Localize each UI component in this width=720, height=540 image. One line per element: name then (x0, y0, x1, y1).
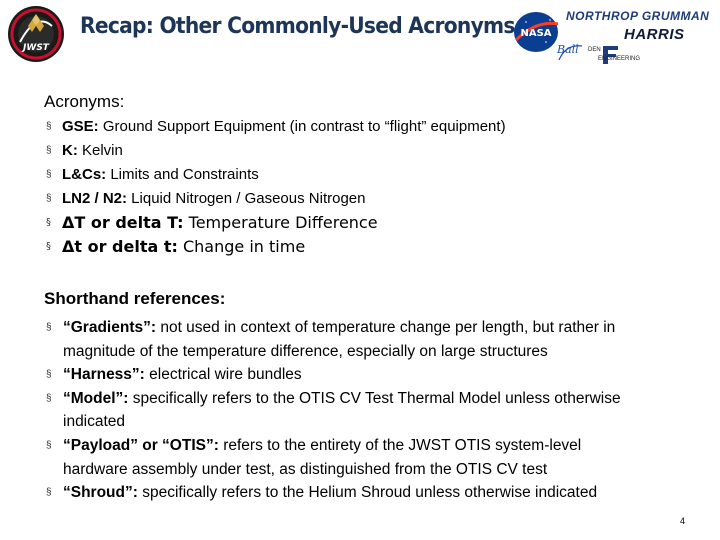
acronym-term: K: (62, 142, 78, 159)
list-item (46, 316, 646, 363)
bullet-icon: § (46, 193, 52, 204)
dep-logo (586, 42, 648, 66)
acronym-definition: Kelvin (77, 142, 123, 159)
acronym-term: LN2 / N2: (62, 190, 128, 207)
bullet-icon: § (46, 439, 52, 451)
list-item (46, 434, 646, 481)
shorthand-definition: specifically refers to the OTIS CV Test Thermal Model unless otherwise indicated (63, 389, 621, 431)
jwst-logo (6, 4, 66, 64)
shorthand-heading: Shorthand references: (44, 289, 226, 308)
shorthand-term: “Model”: (63, 389, 129, 407)
list-item (46, 115, 666, 139)
bullet-icon: § (46, 121, 52, 132)
slide-header (0, 0, 720, 80)
ball-logo: Ball (557, 43, 579, 56)
list-item (46, 139, 666, 163)
acronyms-list (46, 115, 666, 259)
bullet-icon: § (46, 322, 52, 333)
acronym-definition: Temperature Difference (183, 213, 378, 232)
bullet-icon: § (46, 392, 52, 404)
nasa-logo (512, 10, 560, 54)
shorthand-definition: not used in context of temperature change per length, but rather in magnitude of the temperature difference, especially on large structures (63, 319, 616, 360)
acronym-term: GSE: (62, 118, 99, 135)
harris-logo: HARRIS (624, 26, 685, 43)
shorthand-definition: refers to the entirety of the JWST OTIS system-level hardware assembly under test, as distinguished from the OTIS CV test (63, 436, 582, 478)
northrop-grumman-logo: NORTHROP GRUMMAN (566, 9, 710, 23)
bullet-icon: § (46, 145, 52, 156)
list-item (46, 163, 666, 187)
bullet-icon: § (46, 169, 52, 180)
list-item (46, 363, 646, 387)
shorthand-definition: specifically refers to the Helium Shroud unless otherwise indicated (137, 484, 598, 502)
list-item (46, 481, 646, 505)
acronym-definition: Ground Support Equipment (in contrast to “flight” equipment) (98, 118, 506, 135)
acronym-definition: Liquid Nitrogen / Gaseous Nitrogen (127, 190, 366, 207)
shorthand-term: “Harness”: (63, 366, 145, 384)
shorthand-definition: electrical wire bundles (144, 366, 302, 384)
shorthand-list (46, 316, 646, 505)
jwst-logo-text: JWST (23, 43, 49, 53)
list-item (46, 187, 666, 211)
list-item (46, 235, 666, 259)
dep-logo-text-1: DEN (588, 47, 601, 53)
page-title: Recap: Other Commonly-Used Acronyms (80, 14, 515, 39)
nasa-logo-text: NASA (520, 28, 552, 39)
list-item (46, 387, 646, 434)
list-item (46, 211, 666, 235)
page-number: 4 (680, 516, 686, 526)
bullet-icon: § (46, 369, 52, 381)
shorthand-term: “Shroud”: (63, 484, 138, 502)
acronyms-heading: Acronyms: (44, 92, 125, 111)
bullet-icon: § (46, 241, 51, 252)
acronym-term: L&Cs: (62, 166, 107, 183)
bullet-icon: § (46, 487, 52, 499)
acronym-definition: Limits and Constraints (106, 166, 259, 183)
shorthand-term: “Payload” or “OTIS”: (63, 436, 219, 454)
shorthand-term: “Gradients”: (63, 319, 157, 336)
acronym-term: ΔT or delta T: (62, 213, 184, 232)
bullet-icon: § (46, 217, 51, 228)
dep-logo-text-2: ENGINEERING (598, 56, 641, 62)
acronym-term: Δt or delta t: (62, 237, 178, 256)
acronym-definition: Change in time (177, 237, 306, 256)
